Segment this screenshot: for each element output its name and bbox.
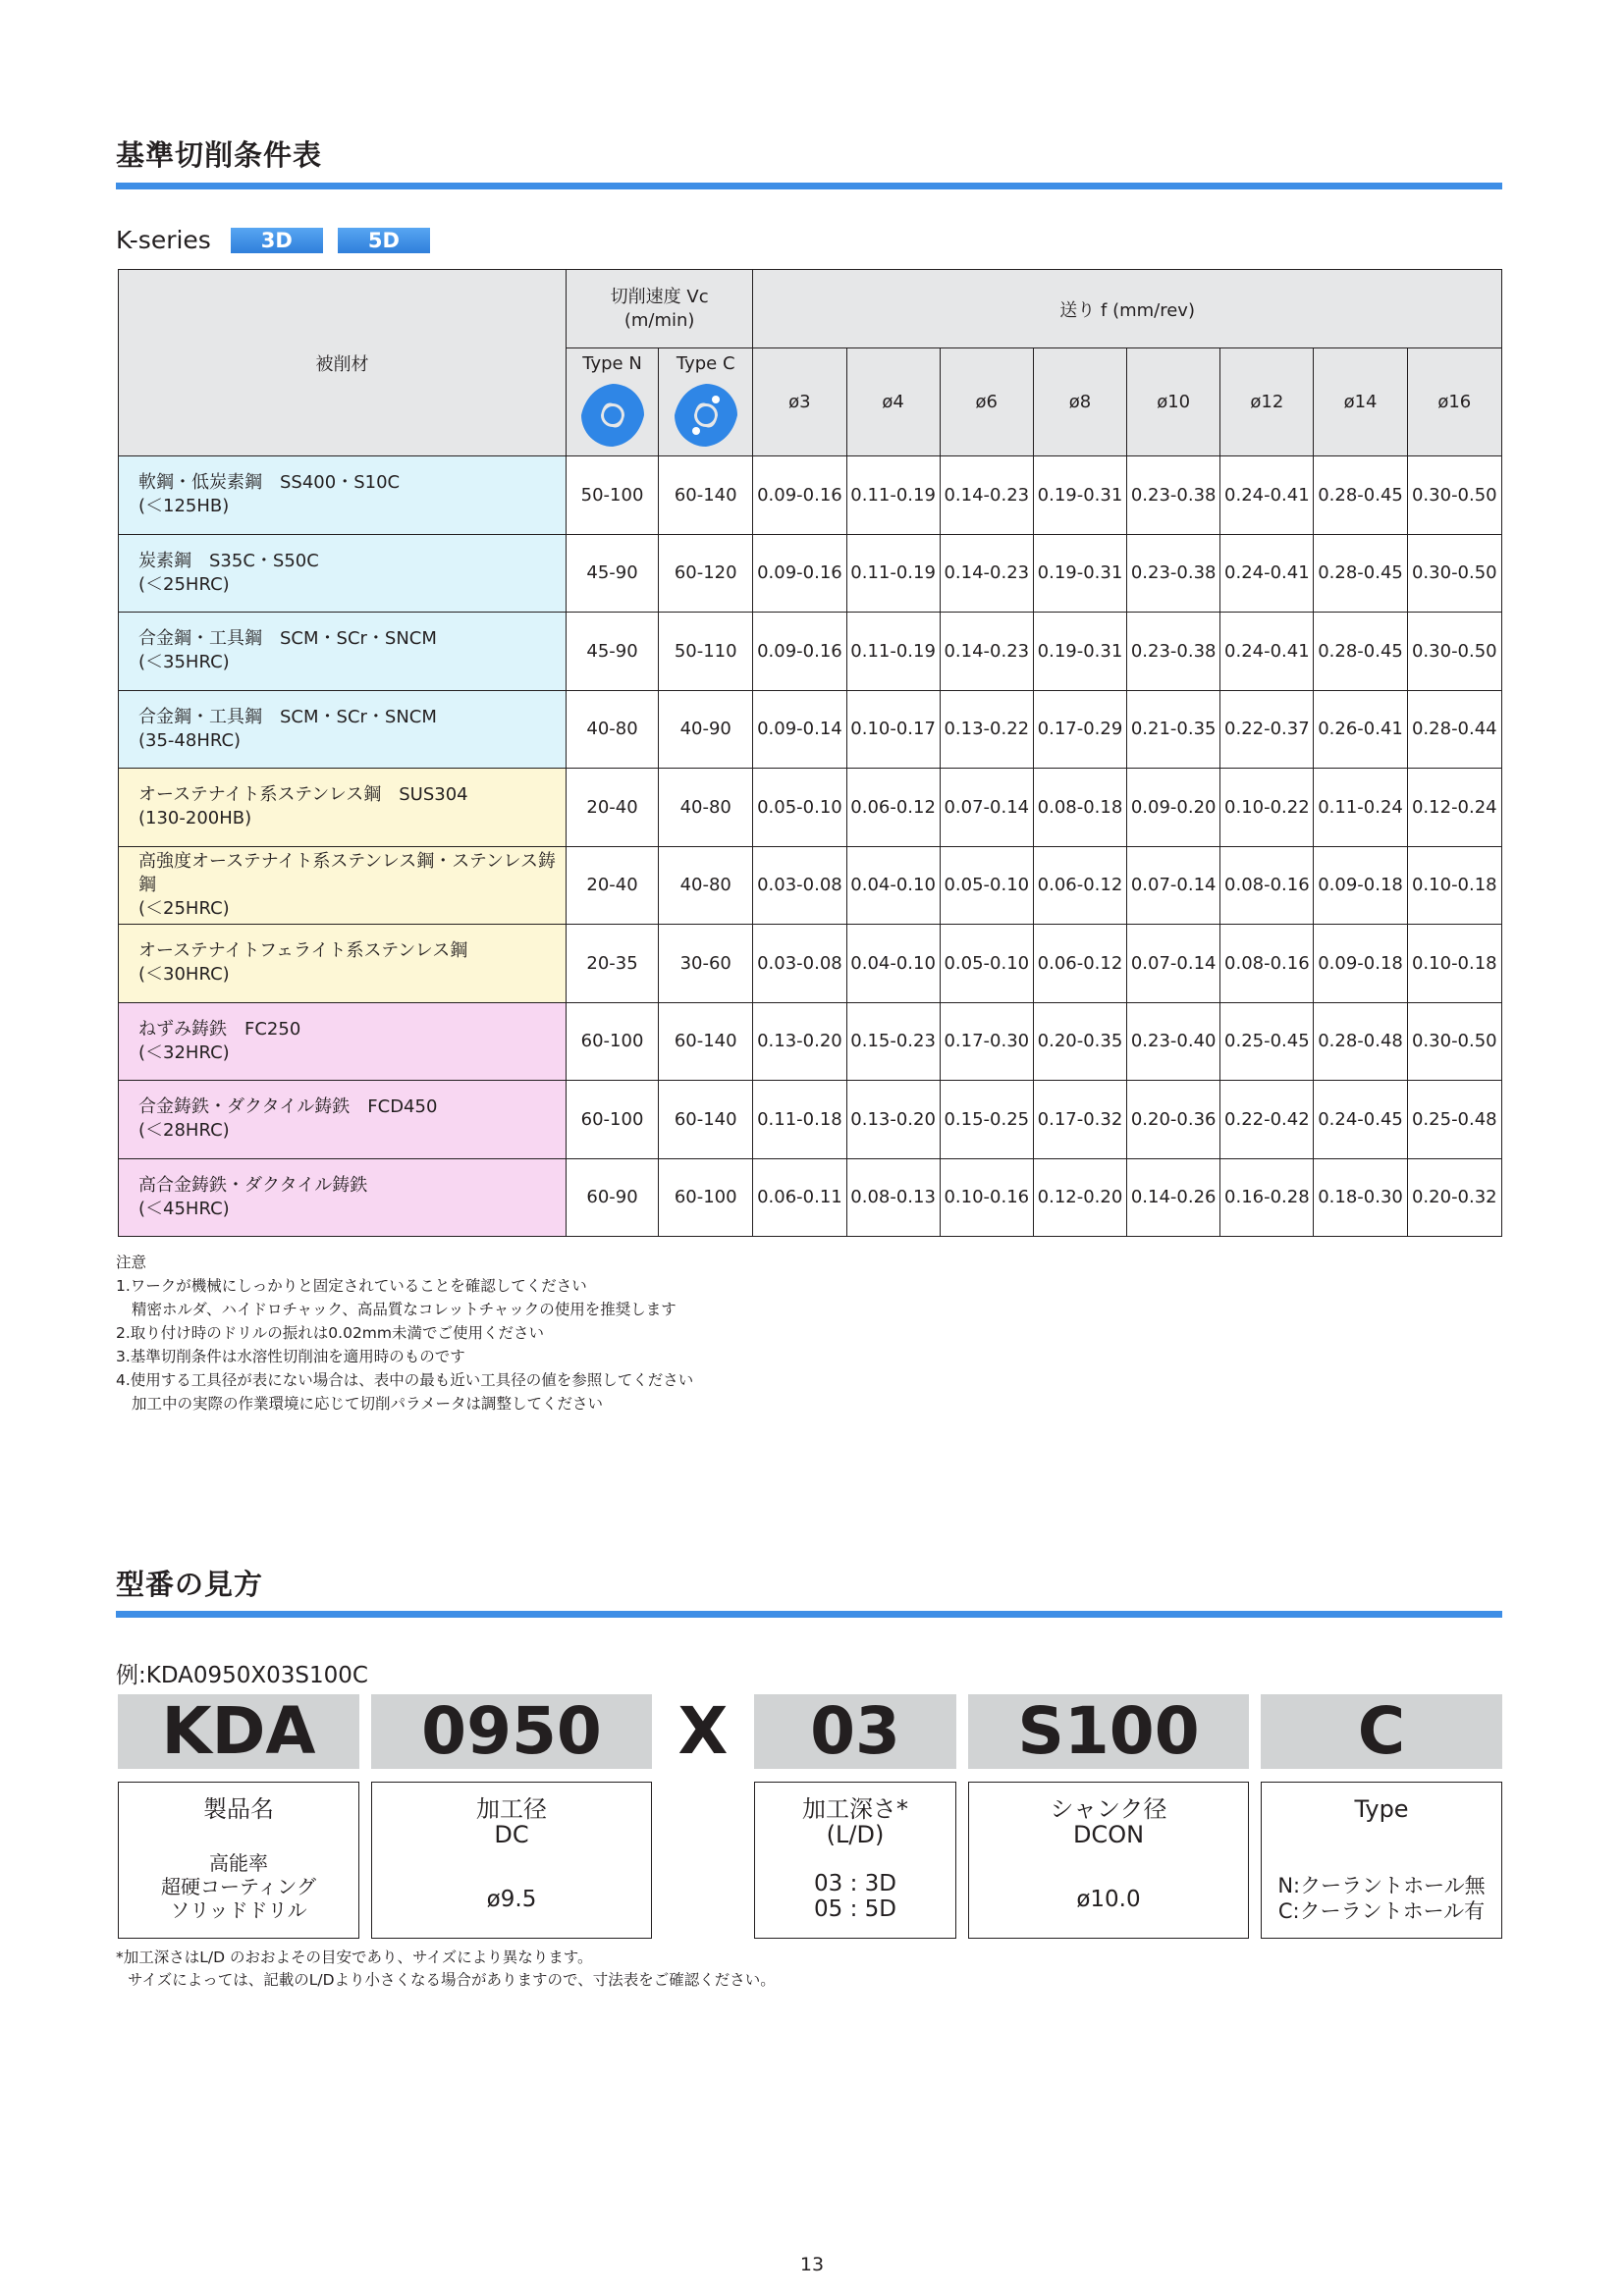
material-cell <box>119 1081 567 1159</box>
feed-cell: 0.18-0.30 <box>1314 1158 1407 1237</box>
feed-cell: 0.28-0.48 <box>1314 1002 1407 1081</box>
code-shank: S100 <box>968 1694 1249 1769</box>
section-title-model-number: 型番の見方 <box>116 1568 264 1601</box>
table-row <box>119 534 1502 613</box>
speed-type-n-cell: 45-90 <box>566 613 658 691</box>
speed-type-c-cell: 30-60 <box>659 925 753 1003</box>
footnote-line: サイズによっては、記載のL/Dより小さくなる場合がありますので、寸法表をご確認ください。 <box>128 1971 776 1989</box>
footnote <box>116 1947 776 1992</box>
section-divider <box>116 1611 1502 1618</box>
table-row <box>119 925 1502 1003</box>
diameter-header: ø4 <box>846 348 940 456</box>
table-row <box>119 690 1502 769</box>
speed-header-unit: (m/min) <box>623 309 695 331</box>
feed-cell: 0.23-0.38 <box>1127 534 1220 613</box>
feed-cell: 0.15-0.23 <box>846 1002 940 1081</box>
table-row <box>119 1002 1502 1081</box>
feed-cell: 0.11-0.24 <box>1314 769 1407 847</box>
feed-cell: 0.08-0.18 <box>1033 769 1126 847</box>
feed-cell: 0.21-0.35 <box>1127 690 1220 769</box>
material-hardness: (＜125HB) <box>138 496 230 517</box>
type-c-label: Type C <box>676 353 735 374</box>
feed-cell: 0.10-0.22 <box>1220 769 1314 847</box>
desc-product-line2: 超硬コーティング <box>161 1875 316 1898</box>
feed-cell: 0.12-0.20 <box>1033 1158 1126 1237</box>
material-cell <box>119 846 567 925</box>
material-cell <box>119 534 567 613</box>
feed-cell: 0.14-0.23 <box>940 534 1033 613</box>
speed-type-c-cell: 60-100 <box>659 1158 753 1237</box>
speed-type-c-cell: 50-110 <box>659 613 753 691</box>
feed-cell: 0.12-0.24 <box>1407 769 1501 847</box>
diameter-header: ø8 <box>1033 348 1126 456</box>
desc-product-line3: ソリッドドリル <box>170 1898 307 1922</box>
feed-cell: 0.17-0.30 <box>940 1002 1033 1081</box>
feed-cell: 0.07-0.14 <box>940 769 1033 847</box>
feed-cell: 0.10-0.16 <box>940 1158 1033 1237</box>
feed-cell: 0.10-0.17 <box>846 690 940 769</box>
feed-cell: 0.30-0.50 <box>1407 456 1501 535</box>
tag-5d: 5D <box>338 228 430 253</box>
material-hardness: (＜35HRC) <box>138 652 230 673</box>
code-product: KDA <box>118 1694 359 1769</box>
feed-cell: 0.09-0.16 <box>753 613 846 691</box>
feed-cell: 0.09-0.20 <box>1127 769 1220 847</box>
desc-depth-value2: 05 : 5D <box>814 1896 896 1922</box>
table-row <box>119 613 1502 691</box>
desc-shank-symbol: DCON <box>1072 1821 1145 1848</box>
feed-cell: 0.26-0.41 <box>1314 690 1407 769</box>
feed-cell: 0.11-0.19 <box>846 534 940 613</box>
speed-type-n-cell: 20-40 <box>566 769 658 847</box>
material-hardness: (130-200HB) <box>138 808 252 829</box>
feed-cell: 0.11-0.18 <box>753 1081 846 1159</box>
feed-cell: 0.13-0.20 <box>753 1002 846 1081</box>
diameter-header: ø16 <box>1407 348 1501 456</box>
material-cell <box>119 769 567 847</box>
example-model-number: 例:KDA0950X03S100C <box>116 1663 368 1688</box>
desc-depth-unit: (L/D) <box>826 1821 885 1848</box>
feed-cell: 0.22-0.37 <box>1220 690 1314 769</box>
material-hardness: (＜28HRC) <box>138 1120 230 1142</box>
feed-cell: 0.25-0.48 <box>1407 1081 1501 1159</box>
code-type: C <box>1261 1694 1502 1769</box>
feed-cell: 0.06-0.12 <box>1033 925 1126 1003</box>
notes-heading: 注意 <box>116 1254 147 1271</box>
type-n-drill-icon <box>579 382 646 449</box>
desc-shank-value: ø10.0 <box>1076 1887 1141 1912</box>
code-depth: 03 <box>754 1694 956 1769</box>
feed-cell: 0.17-0.29 <box>1033 690 1126 769</box>
desc-diameter-value: ø9.5 <box>486 1887 537 1912</box>
feed-cell: 0.05-0.10 <box>753 769 846 847</box>
feed-cell: 0.09-0.16 <box>753 456 846 535</box>
feed-cell: 0.20-0.36 <box>1127 1081 1220 1159</box>
feed-cell: 0.25-0.45 <box>1220 1002 1314 1081</box>
feed-cell: 0.07-0.14 <box>1127 925 1220 1003</box>
feed-cell: 0.19-0.31 <box>1033 613 1126 691</box>
desc-product-title: 製品名 <box>203 1795 274 1823</box>
section-title-cutting-conditions: 基準切削条件表 <box>116 138 323 172</box>
feed-cell: 0.28-0.45 <box>1314 613 1407 691</box>
material-hardness: (＜25HRC) <box>138 573 230 595</box>
material-cell <box>119 456 567 535</box>
desc-diameter-symbol: DC <box>494 1821 529 1848</box>
speed-type-n-cell: 60-100 <box>566 1002 658 1081</box>
speed-type-n-cell: 20-35 <box>566 925 658 1003</box>
note-line: 1.ワークが機械にしっかりと固定されていることを確認してください <box>116 1277 587 1295</box>
diameter-header: ø6 <box>940 348 1033 456</box>
material-hardness: (＜30HRC) <box>138 964 230 986</box>
material-hardness: (＜25HRC) <box>138 897 230 919</box>
diameter-header: ø3 <box>753 348 846 456</box>
feed-cell: 0.05-0.10 <box>940 925 1033 1003</box>
material-cell <box>119 613 567 691</box>
feed-cell: 0.28-0.45 <box>1314 456 1407 535</box>
speed-type-c-cell: 60-140 <box>659 1002 753 1081</box>
material-hardness: (＜32HRC) <box>138 1041 230 1063</box>
feed-cell: 0.19-0.31 <box>1033 534 1126 613</box>
feed-cell: 0.07-0.14 <box>1127 846 1220 925</box>
speed-type-c-cell: 60-120 <box>659 534 753 613</box>
feed-cell: 0.03-0.08 <box>753 925 846 1003</box>
table-row <box>119 456 1502 535</box>
speed-type-n-cell: 20-40 <box>566 846 658 925</box>
cutting-conditions-table <box>118 269 1502 1237</box>
desc-shank-title: シャンク径 <box>1050 1795 1167 1823</box>
notes <box>116 1251 693 1415</box>
material-name: オーステナイト系ステンレス鋼 SUS304 <box>138 784 468 806</box>
note-line: 精密ホルダ、ハイドロチャック、高品質なコレットチャックの使用を推奨します <box>132 1301 677 1318</box>
desc-diameter <box>371 1782 652 1939</box>
desc-type-title: Type <box>1354 1795 1409 1823</box>
material-name: 合金鋼・工具鋼 SCM・SCr・SNCM <box>138 628 437 650</box>
feed-cell: 0.04-0.10 <box>846 846 940 925</box>
feed-cell: 0.11-0.19 <box>846 456 940 535</box>
feed-cell: 0.08-0.16 <box>1220 925 1314 1003</box>
material-name: 炭素鋼 S35C・S50C <box>138 550 319 571</box>
material-name: オーステナイトフェライト系ステンレス鋼 <box>138 940 468 962</box>
material-name: 軟鋼・低炭素鋼 SS400・S10C <box>138 472 401 494</box>
feed-cell: 0.16-0.28 <box>1220 1158 1314 1237</box>
feed-cell: 0.28-0.45 <box>1314 534 1407 613</box>
material-cell <box>119 690 567 769</box>
feed-cell: 0.14-0.26 <box>1127 1158 1220 1237</box>
feed-cell: 0.10-0.18 <box>1407 846 1501 925</box>
section-divider <box>116 183 1502 189</box>
material-name: 高強度オーステナイト系ステンレス鋼・ステンレス鋳鋼 <box>138 850 556 895</box>
feed-cell: 0.23-0.38 <box>1127 613 1220 691</box>
material-hardness: (＜45HRC) <box>138 1198 230 1219</box>
code-separator: X <box>677 1693 729 1769</box>
feed-cell: 0.08-0.16 <box>1220 846 1314 925</box>
speed-type-n-cell: 45-90 <box>566 534 658 613</box>
feed-cell: 0.30-0.50 <box>1407 613 1501 691</box>
material-hardness: (35-48HRC) <box>138 729 242 751</box>
diameter-header: ø10 <box>1127 348 1220 456</box>
note-line: 加工中の実際の作業環境に応じて切削パラメータは調整してください <box>132 1395 604 1413</box>
desc-diameter-title: 加工径 <box>476 1795 547 1823</box>
speed-header-label: 切削速度 Vc <box>610 286 709 307</box>
feed-cell: 0.20-0.35 <box>1033 1002 1126 1081</box>
feed-cell: 0.06-0.12 <box>846 769 940 847</box>
desc-type-value1: N:クーラントホール無 <box>1277 1874 1486 1897</box>
note-line: 2.取り付け時のドリルの振れは0.02mm未満でご使用ください <box>116 1324 544 1342</box>
feed-cell: 0.23-0.40 <box>1127 1002 1220 1081</box>
feed-cell: 0.08-0.13 <box>846 1158 940 1237</box>
feed-cell: 0.11-0.19 <box>846 613 940 691</box>
code-diameter: 0950 <box>371 1694 652 1769</box>
feed-cell: 0.24-0.41 <box>1220 456 1314 535</box>
material-name: 高合金鋳鉄・ダクタイル鋳鉄 <box>138 1174 368 1196</box>
type-c-header <box>659 348 753 456</box>
speed-type-c-cell: 60-140 <box>659 456 753 535</box>
feed-cell: 0.09-0.18 <box>1314 925 1407 1003</box>
feed-cell: 0.03-0.08 <box>753 846 846 925</box>
feed-cell: 0.04-0.10 <box>846 925 940 1003</box>
feed-cell: 0.06-0.11 <box>753 1158 846 1237</box>
feed-cell: 0.14-0.23 <box>940 456 1033 535</box>
desc-product-line1: 高能率 <box>209 1851 268 1875</box>
tag-3d: 3D <box>231 228 323 253</box>
desc-type-value2: C:クーラントホール有 <box>1277 1899 1486 1923</box>
note-line: 3.基準切削条件は水溶性切削油を適用時のものです <box>116 1348 465 1365</box>
table-row <box>119 1158 1502 1237</box>
feed-cell: 0.10-0.18 <box>1407 925 1501 1003</box>
speed-type-n-cell: 60-90 <box>566 1158 658 1237</box>
desc-depth-title: 加工深さ* <box>802 1795 908 1823</box>
feed-cell: 0.30-0.50 <box>1407 534 1501 613</box>
feed-cell: 0.24-0.45 <box>1314 1081 1407 1159</box>
feed-cell: 0.30-0.50 <box>1407 1002 1501 1081</box>
desc-product <box>118 1782 359 1939</box>
desc-depth-value1: 03 : 3D <box>814 1871 896 1896</box>
feed-header: 送り f (mm/rev) <box>753 270 1502 348</box>
feed-cell: 0.15-0.25 <box>940 1081 1033 1159</box>
type-n-label: Type N <box>582 353 642 374</box>
feed-cell: 0.22-0.42 <box>1220 1081 1314 1159</box>
feed-cell: 0.28-0.44 <box>1407 690 1501 769</box>
speed-type-n-cell: 60-100 <box>566 1081 658 1159</box>
page-number: 13 <box>799 2254 825 2275</box>
feed-cell: 0.17-0.32 <box>1033 1081 1126 1159</box>
feed-cell: 0.24-0.41 <box>1220 534 1314 613</box>
speed-type-c-cell: 40-80 <box>659 846 753 925</box>
speed-type-n-cell: 40-80 <box>566 690 658 769</box>
feed-cell: 0.23-0.38 <box>1127 456 1220 535</box>
feed-cell: 0.14-0.23 <box>940 613 1033 691</box>
series-name: K-series <box>116 226 211 254</box>
table-row <box>119 769 1502 847</box>
desc-depth <box>754 1782 956 1939</box>
diameter-header: ø12 <box>1220 348 1314 456</box>
feed-cell: 0.09-0.14 <box>753 690 846 769</box>
speed-type-c-cell: 60-140 <box>659 1081 753 1159</box>
feed-cell: 0.09-0.18 <box>1314 846 1407 925</box>
desc-shank <box>968 1782 1249 1939</box>
material-cell <box>119 925 567 1003</box>
material-cell <box>119 1158 567 1237</box>
material-name: 合金鋼・工具鋼 SCM・SCr・SNCM <box>138 706 437 727</box>
material-name: 合金鋳鉄・ダクタイル鋳鉄 FCD450 <box>138 1096 438 1118</box>
speed-type-c-cell: 40-90 <box>659 690 753 769</box>
series-label-row <box>116 226 440 254</box>
material-header: 被削材 <box>119 270 567 456</box>
feed-cell: 0.24-0.41 <box>1220 613 1314 691</box>
feed-cell: 0.19-0.31 <box>1033 456 1126 535</box>
type-n-header <box>566 348 658 456</box>
feed-cell: 0.13-0.20 <box>846 1081 940 1159</box>
feed-cell: 0.06-0.12 <box>1033 846 1126 925</box>
desc-type <box>1261 1782 1502 1939</box>
cutting-conditions-body <box>119 456 1502 1237</box>
note-line: 4.使用する工具径が表にない場合は、表中の最も近い工具径の値を参照してください <box>116 1371 694 1389</box>
speed-type-c-cell: 40-80 <box>659 769 753 847</box>
material-cell <box>119 1002 567 1081</box>
table-row <box>119 846 1502 925</box>
type-c-drill-icon <box>673 382 739 449</box>
feed-cell: 0.13-0.22 <box>940 690 1033 769</box>
material-name: ねずみ鋳鉄 FC250 <box>138 1018 301 1040</box>
speed-type-n-cell: 50-100 <box>566 456 658 535</box>
speed-header <box>566 270 752 348</box>
table-row <box>119 1081 1502 1159</box>
feed-cell: 0.05-0.10 <box>940 846 1033 925</box>
feed-cell: 0.20-0.32 <box>1407 1158 1501 1237</box>
footnote-line: *加工深さはL/D のおおよその目安であり、サイズにより異なります。 <box>116 1949 593 1966</box>
diameter-header: ø14 <box>1314 348 1407 456</box>
feed-cell: 0.09-0.16 <box>753 534 846 613</box>
